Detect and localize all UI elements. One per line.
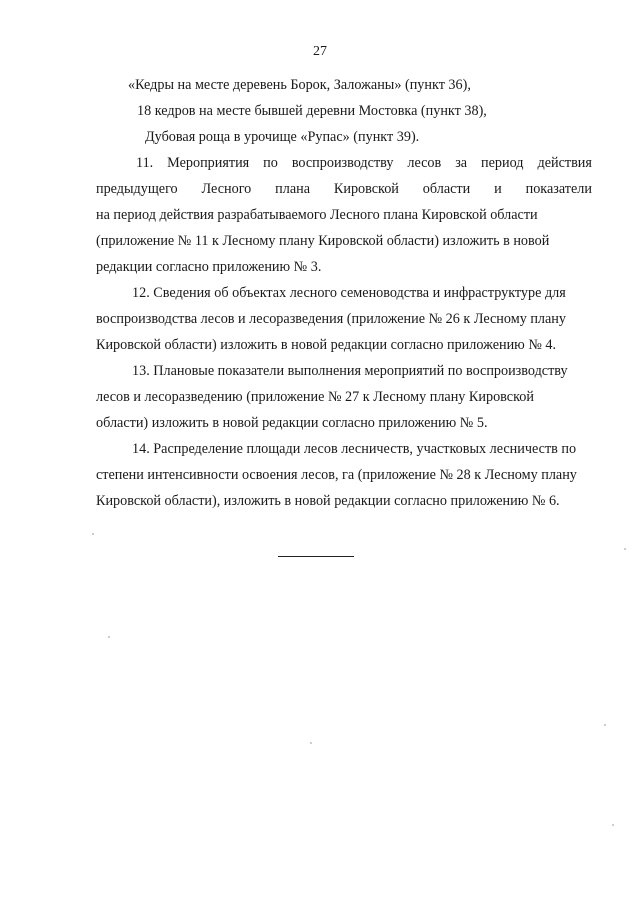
item-11-word: области (422, 181, 471, 197)
item-11-word: период (481, 155, 524, 171)
item-11-word: и (494, 181, 502, 197)
item-11-word: за (455, 155, 468, 171)
scan-speck (604, 724, 606, 726)
item-11-line-1 (136, 154, 592, 172)
scan-speck (624, 548, 626, 550)
item-11-word: предыдущего (96, 181, 178, 197)
item-14-line-3: Кировской области), изложить в новой редакции согласно приложению № 6. (96, 493, 560, 509)
item-11-word: Кировской (333, 181, 399, 197)
item-11-line-2 (96, 180, 592, 198)
scan-speck (612, 824, 614, 826)
item-11-word: Лесного (201, 181, 252, 197)
item-11-line-4: (приложение № 11 к Лесному плану Кировской области) изложить в новой (96, 233, 550, 249)
item-14-line-2: степени интенсивности освоения лесов, га (приложение № 28 к Лесному плану (96, 467, 577, 483)
item-11-line-5: редакции согласно приложению № 3. (96, 259, 322, 275)
scan-speck (92, 533, 94, 535)
closing-divider (278, 556, 354, 557)
item-14-line-1: 14. Распределение площади лесов лесничеств, участковых лесничеств по (132, 441, 577, 457)
item-11-word: показатели (525, 181, 592, 197)
item-11-word: по (263, 155, 278, 171)
item-11-word: 11. (136, 155, 154, 171)
item-11-word: действия (537, 155, 592, 171)
item-13-line-2: лесов и лесоразведению (приложение № 27 к Лесному плану Кировской (96, 389, 534, 405)
item-12-line-2: воспроизводства лесов и лесоразведения (приложение № 26 к Лесному плану (96, 311, 566, 327)
item-11-word: Мероприятия (167, 155, 250, 171)
item-11-word: плана (275, 181, 310, 197)
list-item-2: 18 кедров на месте бывшей деревни Мостовка (пункт 38), (137, 103, 487, 119)
item-11-line-3: на период действия разрабатываемого Лесного плана Кировской области (96, 207, 538, 223)
item-11-word: воспроизводству (291, 155, 394, 171)
list-item-1: «Кедры на месте деревень Борок, Заложаны» (пункт 36), (128, 77, 471, 93)
item-13-line-1: 13. Плановые показатели выполнения мероприятий по воспроизводству (132, 363, 568, 379)
list-item-3: Дубовая роща в урочище «Рупас» (пункт 39). (145, 129, 420, 145)
scan-speck (310, 742, 312, 744)
item-12-line-1: 12. Сведения об объектах лесного семеноводства и инфраструктуре для (132, 285, 566, 301)
item-11-word: лесов (407, 155, 442, 171)
page-number: 27 (313, 44, 327, 59)
scan-speck (108, 636, 110, 638)
item-13-line-3: области) изложить в новой редакции согласно приложению № 5. (96, 415, 488, 431)
item-12-line-3: Кировской области) изложить в новой редакции согласно приложению № 4. (96, 337, 557, 353)
